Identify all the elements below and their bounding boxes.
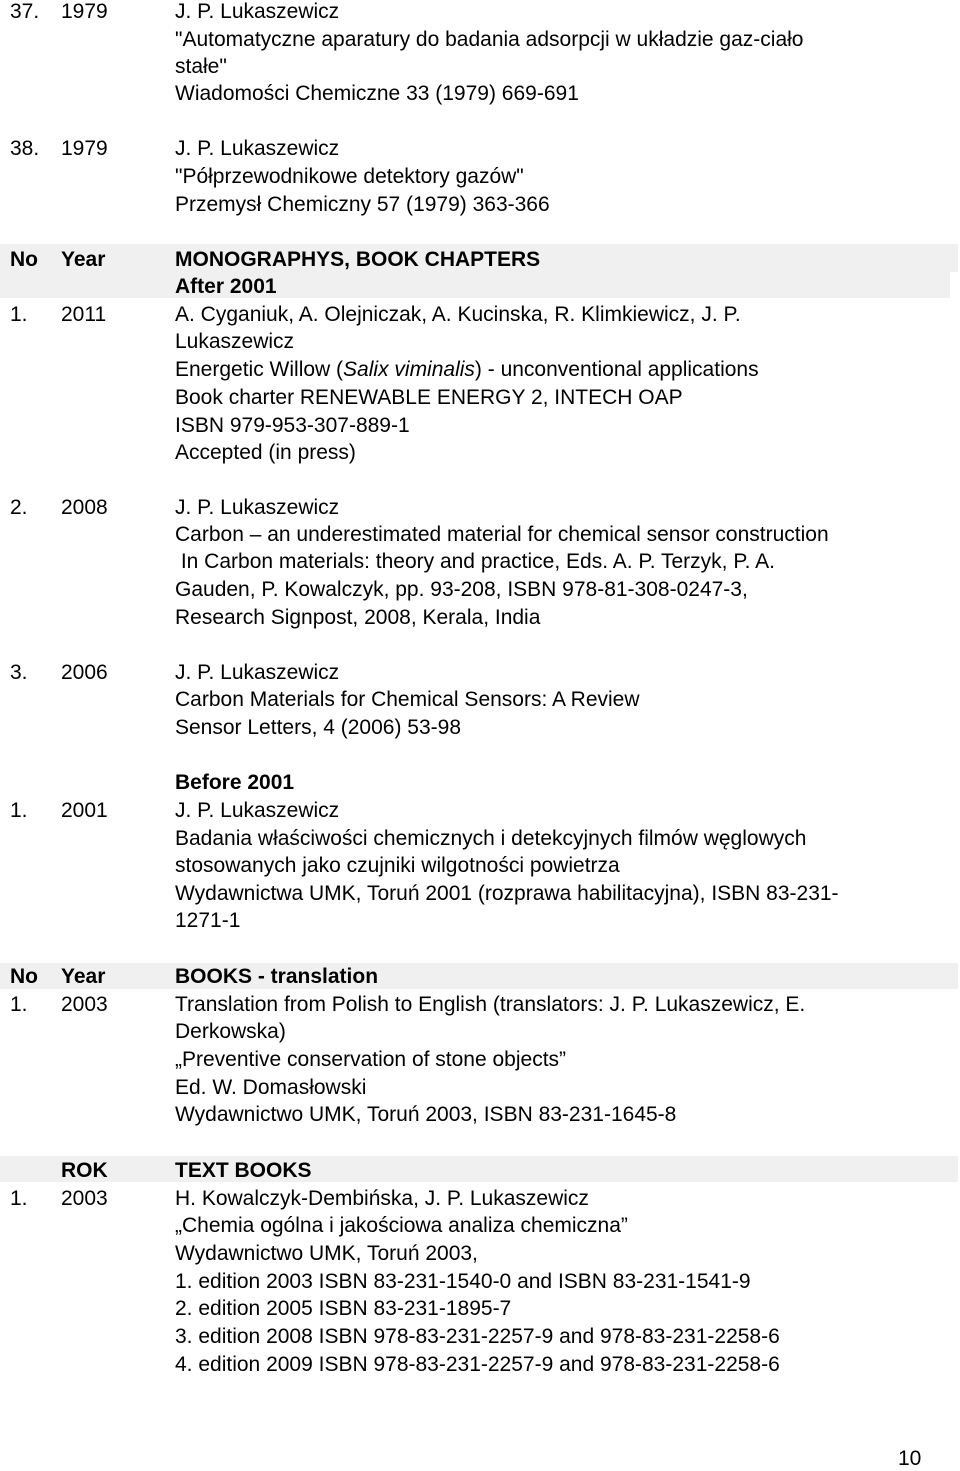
entry-editor: Ed. W. Domasłowski: [175, 1076, 367, 1099]
entry-title: „Chemia ogólna i jakościowa analiza chemiczna”: [175, 1214, 628, 1237]
column-header-no: No: [10, 248, 38, 271]
entry-authors: J. P. Lukaszewicz: [175, 0, 340, 23]
entry-status: Accepted (in press): [175, 441, 356, 464]
page-number: 10: [898, 1447, 922, 1470]
entry-year: 1979: [61, 0, 108, 23]
entry-number: 2.: [10, 496, 28, 519]
entry-line: "Automatyczne aparatury do badania adsorpcji w układzie gaz-ciało: [175, 28, 804, 51]
entry-line: Przemysł Chemiczny 57 (1979) 363-366: [175, 193, 550, 216]
column-header-no: No: [10, 965, 38, 988]
entry-number: 3.: [10, 661, 28, 684]
entry-number: 1.: [10, 303, 28, 326]
entry-title: Carbon Materials for Chemical Sensors: A Review: [175, 688, 640, 711]
entry-line: Derkowska): [175, 1020, 286, 1043]
entry-year: 2001: [61, 799, 108, 822]
entry-line: Sensor Letters, 4 (2006) 53-98: [175, 716, 462, 739]
entry-authors: A. Cyganiuk, A. Olejniczak, A. Kucinska, R. Klimkiewicz, J. P.: [175, 303, 741, 326]
entry-title: Badania właściwości chemicznych i detekcyjnych filmów węglowych: [175, 827, 807, 850]
section-title: BOOKS - translation: [175, 965, 379, 988]
entry-title: Energetic Willow (Salix viminalis) - unconventional applications: [175, 358, 759, 381]
entry-number: 1.: [10, 993, 28, 1016]
entry-year: 1979: [61, 137, 108, 160]
header-band-after-2001: [0, 272, 950, 298]
edition-line: 3. edition 2008 ISBN 978-83-231-2257-9 and 978-83-231-2258-6: [175, 1325, 780, 1348]
entry-title: „Preventive conservation of stone objects”: [175, 1048, 567, 1071]
entry-authors: J. P. Lukaszewicz: [175, 137, 340, 160]
entry-line: Wydawnictwo UMK, Toruń 2003,: [175, 1242, 478, 1265]
entry-year: 2003: [61, 1187, 108, 1210]
subsection-before-2001: Before 2001: [175, 771, 295, 794]
edition-line: 2. edition 2005 ISBN 83-231-1895-7: [175, 1297, 512, 1320]
column-header-year: Year: [61, 965, 106, 988]
entry-isbn: ISBN 979-953-307-889-1: [175, 414, 410, 437]
entry-authors: J. P. Lukaszewicz: [175, 799, 340, 822]
entry-line: Research Signpost, 2008, Kerala, India: [175, 606, 541, 629]
edition-line: 4. edition 2009 ISBN 978-83-231-2257-9 and 978-83-231-2258-6: [175, 1353, 780, 1376]
entry-number: 37.: [10, 0, 40, 23]
section-title: TEXT BOOKS: [175, 1159, 312, 1182]
column-header-year: Year: [61, 248, 106, 271]
entry-authors: J. P. Lukaszewicz: [175, 661, 340, 684]
species-name: Salix viminalis: [343, 358, 475, 381]
subsection-after-2001: After 2001: [175, 275, 277, 298]
entry-line: In Carbon materials: theory and practice, Eds. A. P. Terzyk, P. A.: [175, 550, 775, 573]
entry-authors: J. P. Lukaszewicz: [175, 496, 340, 519]
entry-year: 2003: [61, 993, 108, 1016]
entry-isbn: 1271-1: [175, 909, 241, 932]
entry-line: Wiadomości Chemiczne 33 (1979) 669-691: [175, 82, 579, 105]
entry-year: 2006: [61, 661, 108, 684]
header-band-textbooks: [0, 1156, 958, 1182]
entry-year: 2011: [61, 303, 107, 326]
entry-number: 38.: [10, 137, 40, 160]
entry-year: 2008: [61, 496, 108, 519]
entry-line: Wydawnictwa UMK, Toruń 2001 (rozprawa habilitacyjna), ISBN 83-231-: [175, 882, 839, 905]
entry-authors: H. Kowalczyk-Dembińska, J. P. Lukaszewicz: [175, 1187, 589, 1210]
entry-line: Lukaszewicz: [175, 330, 295, 353]
entry-line: Gauden, P. Kowalczyk, pp. 93-208, ISBN 978-81-308-0247-3,: [175, 578, 748, 601]
entry-number: 1.: [10, 799, 28, 822]
edition-line: 1. edition 2003 ISBN 83-231-1540-0 and ISBN 83-231-1541-9: [175, 1270, 751, 1293]
entry-authors: Translation from Polish to English (translators: J. P. Lukaszewicz, E.: [175, 993, 806, 1016]
entry-line: stałe": [175, 55, 227, 78]
entry-line: "Półprzewodnikowe detektory gazów": [175, 165, 524, 188]
entry-line: Wydawnictwo UMK, Toruń 2003, ISBN 83-231-1645-8: [175, 1103, 677, 1126]
entry-number: 1.: [10, 1187, 28, 1210]
column-header-year: ROK: [61, 1159, 108, 1182]
entry-title: Carbon – an underestimated material for chemical sensor construction: [175, 523, 829, 546]
entry-title: stosowanych jako czujniki wilgotności powietrza: [175, 854, 620, 877]
header-band-translation: [0, 963, 958, 989]
entry-line: Book charter RENEWABLE ENERGY 2, INTECH OAP: [175, 386, 683, 409]
section-title: MONOGRAPHYS, BOOK CHAPTERS: [175, 248, 541, 271]
